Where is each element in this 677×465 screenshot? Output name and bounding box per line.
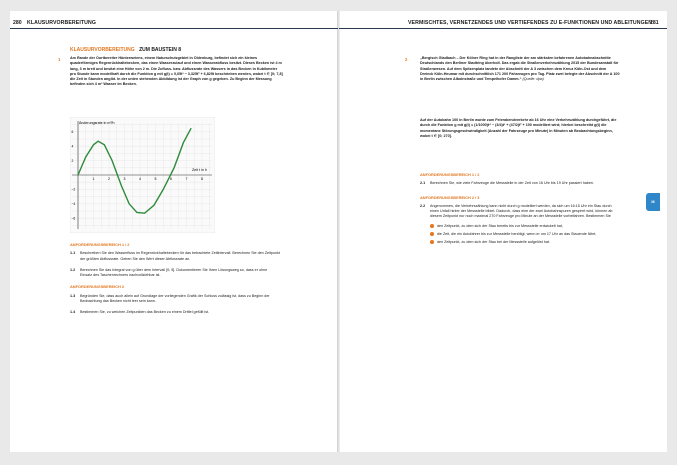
task-item — [70, 268, 284, 279]
right-header-rule — [339, 28, 667, 29]
graph-y-label: Änderungsrate in m³/h — [79, 121, 115, 125]
section-heading: ANFORDERUNGSBEREICH 1 / 2 — [420, 172, 480, 177]
x-tick-label: 2 — [108, 177, 110, 181]
list-item — [430, 232, 625, 237]
left-running-header: KLAUSURVORBEREITUNG — [27, 20, 96, 26]
right-running-header: VERMISCHTES, VERNETZENDES UND VERTIEFENDES ZU E-FUNKTIONEN UND ABLEITUNGEN — [408, 20, 653, 26]
task-1-intro: Am Rande der Ourtbereiter Hünterweiens, einem Naturschutzgebiet in Oldenburg, befindet sich ein kleines quaderförmiges Regenrückhaltebecken, das einen Wasserzulauf und einen Wasserabfluss besitzt. Dieses Becken ist 4 m lang, 3 m breit und besitzt eine Höhe von 2 m. Die Zufluss- bzw. Abflussrate des Wassers in das Becken in Kubikmeter pro Stunde kann modellhaft durch die Funktion g mit g(t) = 0,05t³ − 3,325t² + 6,825t beschrieben werden, wobei t ∈ [0; 7,8] die Zeit in Stunden angibt. In der unten stehenden Abbildung ist der Graph von g gegeben. Zu Beginn der Messung befinden sich 4 m³ Wasser im Becken. — [70, 56, 283, 87]
left-page-number: 280 — [13, 20, 22, 26]
x-tick-label: 4 — [139, 177, 141, 181]
x-tick-label: 6 — [170, 177, 172, 181]
task-item — [420, 204, 625, 220]
task-text: Bestimmen Sie, zu welchen Zeitpunkten das Becken zu einem Drittel gefüllt ist. — [80, 310, 210, 315]
x-tick-label: 5 — [154, 177, 157, 181]
task-number: 2.1 — [420, 181, 426, 186]
section-heading: ANFORDERUNGSBEREICH 2 / 3 — [420, 194, 480, 200]
task-text: Angenommen, die Verkehrszählung kann nicht durch g modelliert werden, da sich um 16:15 Uhr ein Stau durch einen Unfall hinter der Messstelle bildet. Dadurch, dass eine der zwei Autobahnspuren gesperrt wird, können ab diesem Zeitpunkt nur noch maximal 270 Fahrzeuge pro Minute an der Messstelle vorbeifahren. Bestimmen Sie — [430, 203, 613, 219]
task-item — [70, 251, 284, 262]
right-page-number: 281 — [650, 20, 659, 26]
quote-source: (Quelle: dpa) — [522, 77, 544, 82]
task-text: Berechnen Sie das Integral von g über dem Intervall [0; 5]. Dokumentieren Sie Ihren Lösungsweg so, dass er ohne Einsatz des Taschenrechners nachvollziehbar ist. — [80, 267, 268, 278]
task-number: 1.1 — [70, 251, 76, 256]
task-text: Berechnen Sie, wie viele Fahrzeuge die Messstelle in der Zeit von 16 Uhr bis 19 Uhr passiert haben. — [430, 181, 594, 186]
chapter-tab[interactable]: III — [646, 193, 660, 211]
quote-text: „Bergisch Gladbach – Der Kölner Ring hat in der Rangliste der am stärksten befahrenen Autobahnabschnitte Deutschlands den Berliner Stadtring überholt. Das ergab die Straßenverkehrszählung 2015 der Bundesanstalt für Straßenwesen. Auf dem Spitzenplatz landete der Abschnitt der A 3 zwischen dem Kreuz Köln-Ost und dem Dreieck Köln-Heumar mit durchschnittlich 171 200 Fahrzeugen pro Tag. Platz zwei belegte der Abschnitt der A 100 in Berlin zwischen Alboinstraße und Tempelhofer Damm.“ — [420, 56, 620, 82]
bullet-icon — [430, 240, 434, 244]
x-tick-label: 7 — [185, 177, 188, 181]
y-tick-label: −6 — [71, 216, 76, 221]
task-item — [70, 310, 284, 315]
y-tick-label: −2 — [71, 187, 76, 192]
task-1-number: 1 — [58, 57, 61, 62]
section-title-dark: ZUM BAUSTEIN 8 — [139, 47, 182, 53]
y-tick-label: 4 — [71, 144, 74, 149]
task-number: 1.3 — [70, 293, 76, 298]
list-item — [430, 240, 625, 245]
bullet-list — [420, 224, 625, 246]
y-tick-label: −4 — [71, 202, 76, 206]
x-tick-label: 3 — [123, 177, 126, 181]
right-sections — [420, 172, 625, 249]
task-2-number: 2 — [405, 57, 408, 62]
task-text: Begründen Sie, dass auch allein auf Grundlage der vorliegenden Grafik der Schluss zulässig ist, dass zu Beginn der Beobachtung das Becken nicht leer sein kann. — [80, 293, 270, 304]
task-2-intro: Auf der Autobahn 100 in Berlin wurde zum Feierabendverkehr ab 16 Uhr eine Verkehrszählung durchgeführt, die durch die Funktion g mit g(t) = (1/1000)t⁴ − (3/4)t³ + (47/2)t² + 100 modelliert wird; hierbei beschreibt g(t) die momentane Störungsgeschwindigkeit (Anzahl der Fahrzeuge pro Minute) in Minuten ab Beobachtungsbeginn, wobei t ∈ [0; 270]. — [420, 118, 617, 138]
task-number: 2.2 — [420, 203, 426, 208]
list-item-text: die Zeit, die ein Autofahrer bis zur Messstelle benötigt, wenn er um 17 Uhr an das Stauende fährt, — [437, 232, 597, 237]
section-title — [70, 38, 181, 56]
task-item — [70, 294, 284, 305]
section-title-orange: KLAUSURVORBEREITUNG — [70, 47, 135, 53]
task-number: 1.2 — [70, 267, 76, 272]
bullet-icon — [430, 224, 434, 228]
graph-x-label: Zeit t in h — [192, 168, 207, 172]
function-graph — [70, 117, 215, 233]
list-item-text: den Zeitpunkt, zu dem sich der Stau bei der Messstelle aufgelöst hat. — [437, 240, 550, 245]
x-tick-label: 1 — [92, 177, 95, 181]
list-item-text: den Zeitpunkt, zu dem sich der Stau bereits bis zur Messstelle entwickelt hat, — [437, 223, 563, 228]
section-heading: ANFORDERUNGSBEREICH 2 — [70, 284, 125, 290]
list-item — [430, 224, 625, 229]
task-item — [420, 181, 625, 186]
bullet-icon — [430, 232, 434, 236]
task-2-quote — [420, 56, 620, 82]
x-tick-label: 8 — [201, 177, 203, 181]
task-text: Beschreiben Sie den Wasserfluss im Regenrückhaltebecken für das betrachtete Zeitintervall. Berechnen Sie den Zeitpunkt der größten Abflussrate. Geben Sie den Wert dieser Abflussrate an. — [80, 251, 280, 261]
task-number: 1.4 — [70, 310, 76, 315]
section-heading: ANFORDERUNGSBEREICH 1 / 2 — [70, 242, 130, 247]
left-sections — [70, 242, 284, 316]
y-tick-label: 2 — [71, 158, 74, 163]
left-header-rule — [10, 28, 338, 29]
book-gutter — [337, 11, 340, 452]
y-tick-label: 6 — [71, 130, 74, 134]
